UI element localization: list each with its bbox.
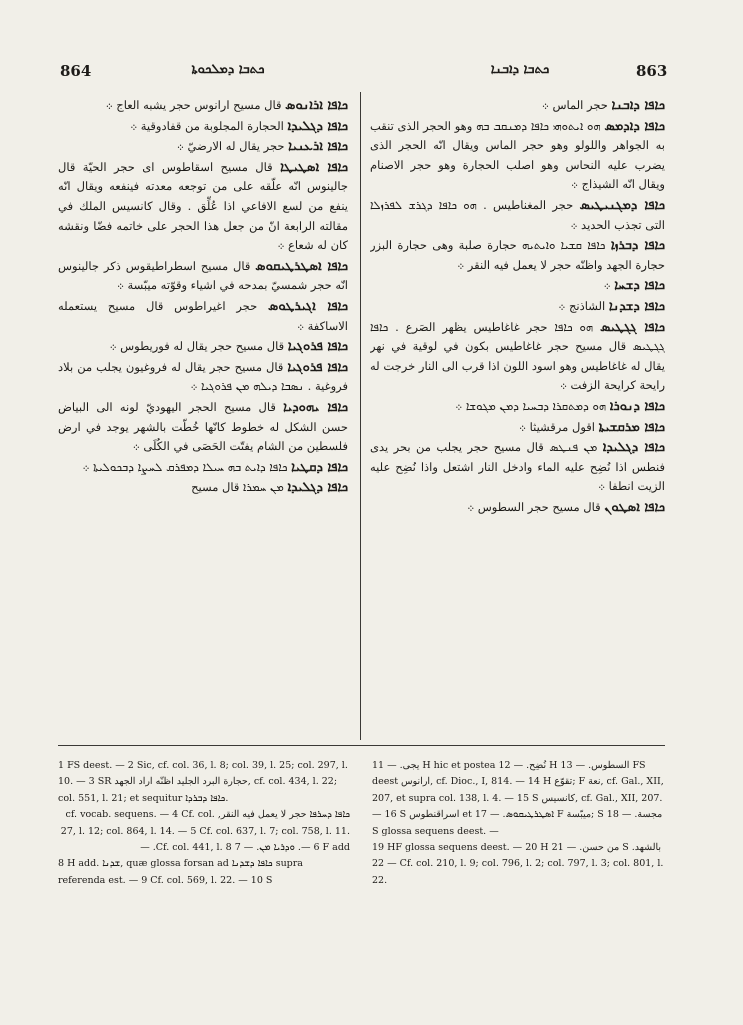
entry-head: ܟܐܦܐ ܕܓܠܝܕܐ bbox=[287, 118, 348, 134]
entry bbox=[58, 297, 348, 336]
entry-text: ܗܘ ܟܐܦܐ حجر غاغاطيس يظهر الصَرع . ܟܐܦܐ ܓܓܛܝܣ قال مسيح حجر غاغاطيس بكون في لوقية في نهر يقال له غاغاطيس وهو اسود اللون اذا قرب الى النار خرجت له رايحة كرايحة الزفت ܀ bbox=[370, 319, 665, 393]
entry-head: ܟܐܦܐ ܦܪܘܓܝܐ bbox=[287, 359, 348, 375]
entry-text: قال مسيح حجر يقال له فروغيون يجلب من بلاد فروغية . ܢܣܒܐ ܕܝܠܗ ܡܢ ܦܪܘܓܝܐ ܀ bbox=[58, 359, 348, 394]
entry-text: ܟܐܦܐ ܩܫܝܐ ܘܐܝܬܝܗ حجارة صلبة وهى حجارة البزر حجارة الجهد واظنّه حجر لا يعمل فيه النقر ܀ bbox=[370, 238, 665, 272]
entry bbox=[58, 458, 348, 478]
entry bbox=[370, 498, 665, 518]
entry-head: ܟܐܦܐ ܐܣܛܝܛܐ bbox=[280, 159, 348, 175]
entry-text: قال مسيح حجر السطوس ܀ bbox=[467, 499, 601, 514]
entry-text: ܗܘ ܕܡܬܩܪܐ ܕܒܚܝܐ ܕܡܢ ܡܓܘܫܐ ܀ bbox=[455, 398, 607, 413]
entry-text: حجر المغناطيس . ܗܘ ܟܐܦܐ ܕܓܪܫ ܠܦܪܙܠܐ التى تجذب الحديد ܀ bbox=[370, 197, 665, 232]
left-column bbox=[58, 96, 348, 736]
entry-head: ܟܐܦܐ ܐܣܛܘܢ bbox=[604, 499, 665, 515]
entry bbox=[370, 196, 665, 235]
entry-text: قال مسيح ارانوس حجر يشبه العاج ܀ bbox=[105, 98, 282, 112]
entry-head: ܟܐܦܐ ܕܫܕܢܐ bbox=[608, 298, 665, 314]
right-page-number: 863 bbox=[636, 62, 668, 80]
entry-text: حجر يقال له الارضيّ ܀ bbox=[176, 139, 285, 154]
entry-text: ܡܢ ܚܡܪܐ قال مسيح bbox=[191, 480, 284, 495]
entry-text: ܗܘ ܐܝܬܘܗܝ ܟܐܦܐ ܕܡܢܩܒ ܒܗ وهو الحجر الذى تنقب به الجواهر واللولو وهو حجر الماس ويقال انّه الحجر الذى يضرب عليه النحاس وهو اصلب الحجارة وهو حجر الاصنام ويقال انّه الشيذاج ܀ bbox=[370, 118, 665, 192]
left-page-number: 864 bbox=[60, 62, 92, 80]
entry bbox=[58, 158, 348, 256]
entry-text: ܡܢ ܦܢܛܣ قال مسيح حجر يجلب من بحر يدى فنطس اذا نُضِح عليه الماء وادخل النار اشتعل واذا نُضِح عليه الزيت انطفا ܀ bbox=[370, 440, 665, 494]
entry-text: الحجارة المجلوبة من قفادوقية ܀ bbox=[130, 118, 284, 133]
column-divider bbox=[360, 92, 361, 740]
entry-text: اقول مرقشيثا ܀ bbox=[519, 419, 595, 434]
entry-text: قال مسيح الحجر اليهوديّ لونه الى البياض حسن الشكل له خطوط كانّها خُطّت بالشهر يوجد في ارض فلسطين من الشام يفتّت الحَصَى في الكُلَى ܀ bbox=[58, 399, 348, 454]
entry bbox=[370, 276, 665, 296]
entry-text: قال مسيح اسطراطيقوس ذكر جالينوس انّه حجر شمسيّ بمدحه في اشياء وقوّته ميبّسة ܀ bbox=[58, 258, 348, 293]
entry-head: ܟܐܦܐ ܕܓܠܝܕܐ bbox=[602, 440, 665, 456]
entry-head: ܟܐܦܐ ܕܩܛܝܐ bbox=[291, 459, 348, 475]
entry-text: قال مسيح اسقاطوس اى حجر الحيّة قال جالينوس انّه علّقه على من توجعه معدته فينفعه ويقال انّه ينفع من لسع الافاعي اذا عُلِّق . وقال كانسيس الملك في مقالته الرابعة انّ من جعل هذا الحجر على خاتمه فضّا ونقشه كان له شعاع ܀ bbox=[58, 159, 348, 253]
entry-head: ܟܐܦܐ ܕܫܚܐ bbox=[614, 278, 665, 294]
entry bbox=[58, 337, 348, 357]
right-running-title: ܟܬܒܐ ܕܐܒܢܐ bbox=[490, 62, 550, 77]
footnote: 1 FS deest. — 2 Sic, cf. col. 36, l. 8; col. 39, l. 25; col. 297, l. 10. — 3 SR حجارة البرد الجليد اظنّه اراد الجهد, cf. col. 434, l. 22; col. 551, l. 21; et sequitur ܟܐܦܐ ܕܒܪܕܐ. bbox=[58, 760, 348, 804]
entry bbox=[370, 96, 665, 116]
entry bbox=[370, 418, 665, 438]
entry-head: ܟܐܦܐ ܐܪܐܢܘܣ bbox=[285, 98, 348, 113]
entry-head: ܟܐܦܐ ܡܪܩܫܝܬܐ bbox=[598, 419, 665, 435]
entry bbox=[58, 117, 348, 137]
entry bbox=[370, 297, 665, 317]
footnote-rule bbox=[58, 745, 665, 746]
entry bbox=[58, 398, 348, 457]
right-column bbox=[370, 96, 665, 736]
entry bbox=[370, 397, 665, 417]
footnote: 8 H add. ܫܕܢܐ, quæ glossa forsan ad ܟܐܦܐ ܕܫܕܢܐ supra referenda est. — 9 Cf. col. 569, l. 22. — 10 S bbox=[58, 858, 303, 886]
entry-head: ܟܐܦܐ ܐܪܥܢܝܐ bbox=[288, 139, 348, 155]
entry bbox=[58, 478, 348, 498]
entry bbox=[370, 117, 665, 195]
entry-text: ܀ bbox=[603, 278, 611, 293]
entry-head: ܟܐܦܐ ܓܓܛܝܣ bbox=[599, 319, 665, 335]
entry-head: ܟܐܦܐ ܕܓܠܝܕܐ bbox=[287, 480, 348, 496]
entry-head: ܟܐܦܐ ܕܐܒܢܐ bbox=[611, 98, 665, 113]
entry bbox=[370, 236, 665, 275]
left-running-title: ܟܬܒܐ ܕܡܠܟܘܬܐ bbox=[191, 62, 265, 77]
entry-head: ܟܐܦܐ ܕܢܘܪܐ bbox=[609, 398, 665, 414]
footnote: يجى. — 11 H hic et postea نُضِح. — 12 H السطوس. — 13 FS deest ارانوس, cf. Dioc., I, 814. — 14 H تقوّع; F نعة, cf. Gal., XII, 207, et supra col. 138, l. 4. — 15 S كانسيس, cf. Gal., XII, 207. — 16 S اسراقنطوس et ܐܣܛܪܛܝܩܘܣ. — 17 F ميبّسة; S مجسة. — 18 S glossa sequens deest. — bbox=[372, 760, 664, 837]
entry-text: الشاذنج ܀ bbox=[558, 298, 606, 313]
entry-head: ܟܐܦܐ ܕܐܕܡܣ bbox=[604, 118, 665, 134]
entry-head: ܟܐܦܐ ܦܪܘܓܝܐ bbox=[287, 339, 348, 355]
entry-head: ܟܐܦܐ ܕܒܪܙܐ bbox=[610, 238, 665, 254]
entry-head: ܟܐܦܐ ܕܡܓܢܝܛܝܣ bbox=[579, 197, 665, 213]
entry bbox=[370, 318, 665, 396]
entry bbox=[58, 137, 348, 157]
footnote: 19 HF glossa sequens deest. — 20 H من حسن. — 21 S بالشهد. — 22 Cf. col. 210, l. 9; col. 796, l. 2; col. 797, l. 3; col. 801, l. 22. bbox=[372, 842, 664, 886]
entry bbox=[370, 438, 665, 497]
entry-head: ܟܐܦܐ ܝܗܘܕܝܐ bbox=[283, 399, 348, 415]
entry bbox=[58, 358, 348, 397]
entry-head: ܟܐܦܐ ܐܓܝܪܛܘܣ bbox=[268, 298, 348, 314]
entry bbox=[58, 96, 348, 116]
entry-text: حجر الماس ܀ bbox=[541, 98, 608, 112]
entry-head: ܟܐܦܐ ܐܣܛܪܛܝܩܘܣ bbox=[255, 258, 348, 274]
footnotes-right bbox=[372, 758, 665, 908]
entry-text: حجر اغيراطوس قال مسيح يستعمله الاساكفة ܀ bbox=[58, 298, 348, 333]
entry bbox=[58, 257, 348, 296]
footnotes-left bbox=[58, 758, 350, 908]
entry-text: ܟܐܦܐ ܕܐܝܬ ܒܗ ܚܝܠܐ ܕܡܦܪܩ ܠܚܨܐ ܕܒܟܘܠܝܬܐ ܀ bbox=[82, 459, 288, 474]
footnote: ܟܐܦܐ ܕܚܪܦܐ حجر لا يعمل فيه النقر, cf. vocab. sequens. — 4 Cf. col. 27, l. 12; col. 864, l. 14. — 5 Cf. col. 637, l. 7; col. 758, l. 11. — 6 F add. ܘܕܪܝܐ ܡܢ. — 7 Cf. col. 441, l. 8. — bbox=[60, 809, 350, 854]
entry-text: قال مسيح حجر يقال له فوريطوس ܀ bbox=[109, 339, 285, 354]
